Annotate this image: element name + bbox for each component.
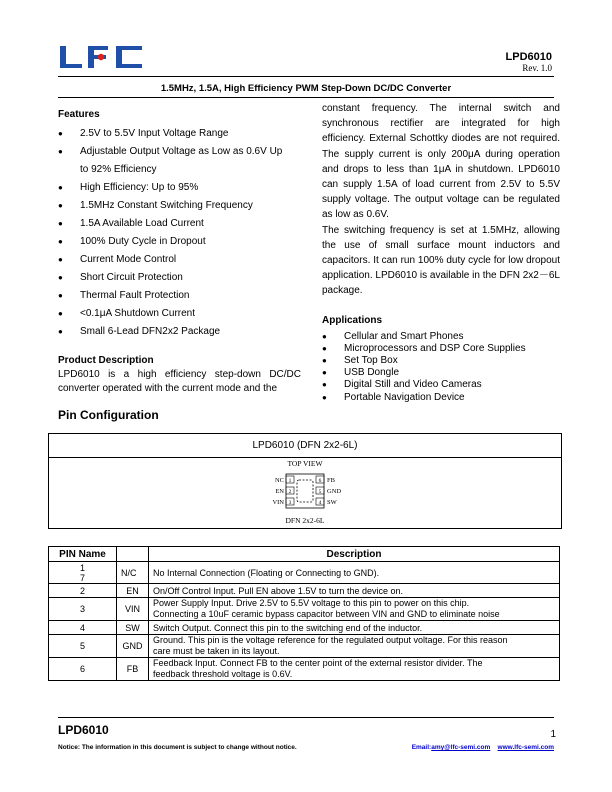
product-description-left: LPD6010 is a high efficiency step-down DC/DC converter operated with the current mode and the [58, 369, 301, 394]
pin-name-cell: SW [117, 621, 149, 635]
revision: Rev. 1.0 [522, 63, 552, 73]
list-item: ● Small 6-Lead DFN2x2 Package [58, 323, 301, 341]
pin-description-cell: On/Off Control Input. Pull EN above 1.5V to turn the device on. [149, 584, 560, 598]
pin-description-cell: Switch Output. Connect this pin to the switching end of the inductor. [149, 621, 560, 635]
list-item: ● Cellular and Smart Phones [322, 331, 560, 343]
list-item: ● 1.5A Available Load Current [58, 215, 301, 233]
title-divider [58, 97, 554, 98]
document-title: 1.5MHz, 1.5A, High Efficiency PWM Step-Down DC/DC Converter [160, 83, 452, 94]
list-item: ● 1.5MHz Constant Switching Frequency [58, 197, 301, 215]
exposed-pad [297, 480, 313, 502]
applications-heading: Applications [322, 314, 383, 326]
list-item-text: Adjustable Output Voltage as Low as 0.6V Up [80, 146, 283, 157]
pin-description-cell [149, 635, 560, 658]
column-header: PIN Name [49, 547, 117, 562]
list-item: ● 2.5V to 5.5V Input Voltage Range [58, 125, 301, 143]
list-item: ● 100% Duty Cycle in Dropout [58, 233, 301, 251]
footer-notice: Notice: The information in this document is subject to change without notice. [58, 744, 297, 751]
pin-number: 4 [318, 500, 322, 506]
pin-number-cell [49, 562, 117, 584]
pin-number: 1 [79, 562, 85, 573]
description-line: Feedback Input. Connect FB to the center point of the external resistor divider. The [153, 658, 483, 668]
pin-name-cell: VIN [117, 598, 149, 621]
features-list [58, 125, 301, 341]
header-divider [58, 76, 554, 77]
pin-description-cell [149, 598, 560, 621]
pin-number: 6 [318, 478, 322, 484]
right-column [322, 101, 560, 404]
description-line: feedback threshold voltage is 0.6V. [153, 669, 293, 679]
pin-number: 1 [288, 478, 292, 484]
pin-label-sw: SW [327, 499, 337, 506]
pin-number-cell: 6 [49, 658, 117, 681]
table-row [49, 658, 560, 681]
pin-description-table [48, 546, 560, 681]
list-item: ● Portable Navigation Device [322, 392, 560, 404]
pin-number-cell: 5 [49, 635, 117, 658]
pin-label-nc: NC [274, 477, 284, 484]
package-title: LPD6010 (DFN 2x2-6L) [49, 434, 561, 458]
list-item: ● High Efficiency: Up to 95% [58, 179, 301, 197]
pin-description-cell: No Internal Connection (Floating or Connecting to GND). [149, 562, 560, 584]
table-row [49, 598, 560, 621]
table-row [49, 635, 560, 658]
pin-label-gnd: GND [327, 488, 342, 495]
list-item: ● Microprocessors and DSP Core Supplies [322, 343, 560, 355]
list-item: ● Thermal Fault Protection [58, 287, 301, 305]
description-line: Ground. This pin is the voltage reference for the regulated output voltage. For this reason [153, 635, 508, 645]
applications-list [322, 331, 560, 404]
pin-name-cell: GND [117, 635, 149, 658]
list-item: ● <0.1μA Shutdown Current [58, 305, 301, 323]
footer-divider [58, 717, 554, 718]
pin-configuration-heading: Pin Configuration [58, 408, 159, 422]
pin-number: 2 [288, 489, 292, 495]
pin-number-cell: 3 [49, 598, 117, 621]
product-description-para1: constant frequency. The internal switch and synchronous rectifier are integrated for high efficiency. External Schottky diodes are not required. The supply current is only 200μA during operation and drops to less than 1μA in shutdown. LPD6010 can supply 1.5A of load current from 2.5V to 5.5V supply voltage. The output voltage can be regulated as low as 0.6V. [322, 103, 560, 221]
pinout-diagram [249, 471, 361, 513]
pin-label-en: EN [275, 488, 284, 495]
list-item: ● Current Mode Control [58, 251, 301, 269]
left-column [58, 105, 301, 396]
top-view-label: TOP VIEW [287, 459, 323, 468]
email-link[interactable]: amy@lfc-semi.com [431, 744, 491, 751]
pin-number-cell: 2 [49, 584, 117, 598]
website-link[interactable]: www.lfc-semi.com [497, 744, 554, 751]
features-heading: Features [58, 109, 100, 120]
pin-number: 7 [79, 572, 85, 583]
table-row [49, 621, 560, 635]
list-item: ● Digital Still and Video Cameras [322, 379, 560, 391]
product-description-para2: The switching frequency is set at 1.5MHz, allowing the use of small surface mount inductors and capacitors. It can run 100% duty cycle for low dropout application. LPD6010 is available in the DFN 2x2－6L package. [322, 224, 560, 297]
footer-part-number: LPD6010 [58, 723, 109, 737]
description-line: care must be taken in its layout. [153, 646, 280, 656]
description-line: Power Supply Input. Drive 2.5V to 5.5V voltage to this pin to power on this chip. [153, 598, 470, 608]
package-label: DFN 2x2-6L [285, 516, 325, 525]
pin-name-cell: EN [117, 584, 149, 598]
pin-number: 3 [288, 500, 292, 506]
table-row [49, 584, 560, 598]
list-item [58, 143, 301, 179]
table-row [49, 562, 560, 584]
header-part-number: LPD6010 [505, 51, 552, 63]
page-number: 1 [550, 729, 556, 740]
company-logo [58, 44, 144, 70]
pin-label-fb: FB [327, 477, 335, 484]
table-header-row [49, 547, 560, 562]
list-item: ● USB Dongle [322, 367, 560, 379]
pin-number: 5 [318, 489, 322, 495]
footer-contact [412, 744, 554, 751]
pin-description-cell [149, 658, 560, 681]
pin-name-cell: N/C [117, 562, 149, 584]
pin-number-cell: 4 [49, 621, 117, 635]
product-description-heading: Product Description [58, 355, 154, 366]
pin-name-cell: FB [117, 658, 149, 681]
column-header [117, 547, 149, 562]
logo-red-dot [98, 54, 104, 60]
list-item-continuation: to 92% Efficiency [80, 164, 157, 175]
column-header: Description [149, 547, 560, 562]
pin-label-vin: VIN [272, 499, 284, 506]
description-line: Connecting a 10uF ceramic bypass capacitor between VIN and GND to eliminate noise [153, 609, 500, 619]
list-item: ● Set Top Box [322, 355, 560, 367]
email-label: Email: [411, 744, 432, 751]
list-item: ● Short Circuit Protection [58, 269, 301, 287]
package-diagram-box [48, 433, 562, 529]
